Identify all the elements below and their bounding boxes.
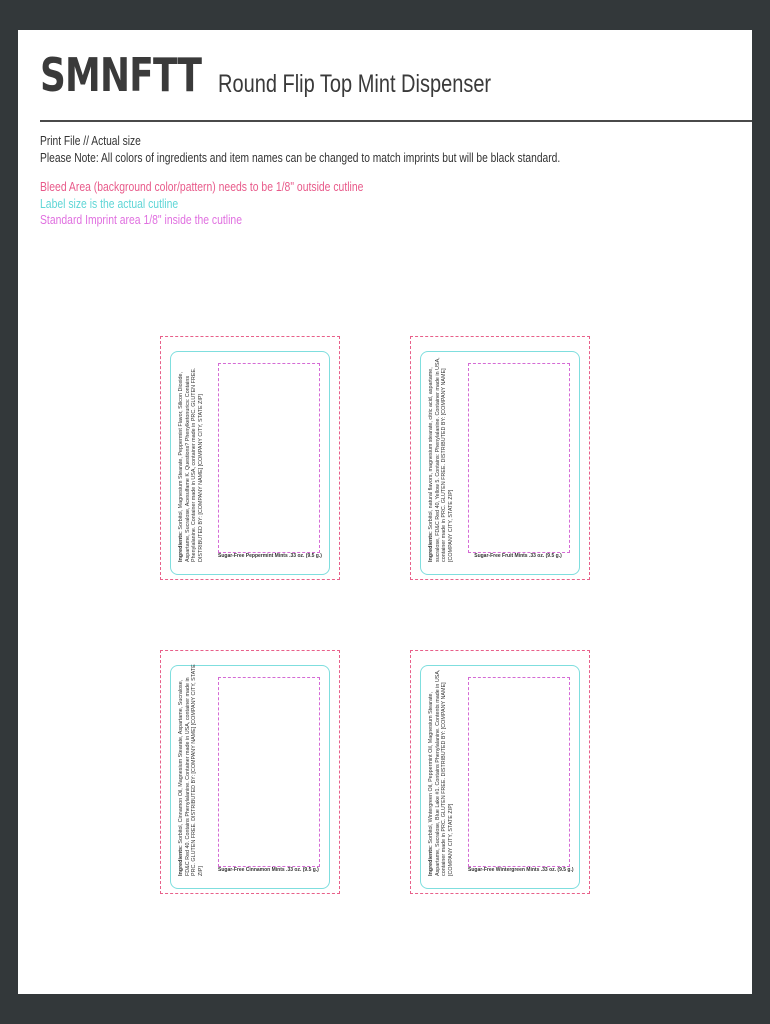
brand-logo: SMNFTT bbox=[40, 48, 202, 102]
ingredients-text: Ingredients: Sorbitol, Cinnamon Oil, Magnesium Stearate, Aspartame, Sucralose, FD&C Red 40. Contains Phenylalanine. Container made in USA, container made in PRC. GLUTEN FREE. DISTRIBUTED BY: [COMPANY NAME] [COMPANY CITY, STATE ZIP] bbox=[178, 664, 204, 876]
imprint-area bbox=[218, 677, 320, 867]
ingredients-text: Ingredients: Sorbitol, Wintergreen Oil, Peppermint Oil, Magnesium Stearate, Aspartame, Sucralose, Blue Lake #1. Contains Phenylalanine. Contents made in USA, container made in PRC. GLUTEN FREE. DISTRIBUTED BY: [COMPANY NAME] [COMPANY CITY, STATE ZIP] bbox=[428, 669, 454, 876]
header-divider bbox=[40, 120, 752, 122]
legend-bleed: Bleed Area (background color/pattern) needs to be 1/8" outside cutline bbox=[40, 179, 364, 194]
ingredients-text: Ingredients: Sorbitol, Magnesium Stearate, Peppermint Flavor, Silicon Dioxide, Aspartame, Sucralose, Acesulfame K. Questions? Phenylketonurics: Contains Phenylalanine. Container made in USA, container made in PRC. GLUTEN FREE. DISTRIBUTED BY: [COMPANY NAME] [COMPANY CITY, STATE ZIP] bbox=[178, 367, 204, 562]
product-caption: Sugar-Free Peppermint Mints .33 oz. (9.5 g.) bbox=[218, 553, 322, 559]
product-caption: Sugar-Free Cinnamon Mints .33 oz. (9.5 g.) bbox=[218, 867, 319, 873]
imprint-area bbox=[218, 363, 320, 553]
color-note: Please Note: All colors of ingredients and item names can be changed to match imprints but will be black standard. bbox=[40, 151, 561, 165]
label-fruit bbox=[410, 336, 590, 580]
print-file-note: Print File // Actual size bbox=[40, 134, 141, 148]
imprint-area bbox=[468, 677, 570, 867]
label-wintergreen bbox=[410, 650, 590, 894]
legend-imprint: Standard Imprint area 1/8" inside the cutline bbox=[40, 212, 242, 227]
label-cinnamon bbox=[160, 650, 340, 894]
product-title: Round Flip Top Mint Dispenser bbox=[218, 70, 492, 98]
print-sheet bbox=[18, 30, 752, 994]
ingredients-text: Ingredients: Sorbitol, natural flavors, magnesium stearate, citric acid, aspartame, sucralose, FD&C Red 40, Yellow 5. Contains: Phenylalanine. Container made in USA, container made in PRC. GLUTEN FREE. DISTRIBUTED BY: [COMPANY NAME] [COMPANY CITY, STATE ZIP] bbox=[428, 357, 454, 562]
label-peppermint bbox=[160, 336, 340, 580]
legend-label: Label size is the actual cutline bbox=[40, 196, 179, 211]
product-caption: Sugar-Free Wintergreen Mints .33 oz. (9.5 g.) bbox=[468, 867, 574, 873]
imprint-area bbox=[468, 363, 570, 553]
product-caption: Sugar-Free Fruit Mints .33 oz. (9.5 g.) bbox=[474, 553, 562, 559]
